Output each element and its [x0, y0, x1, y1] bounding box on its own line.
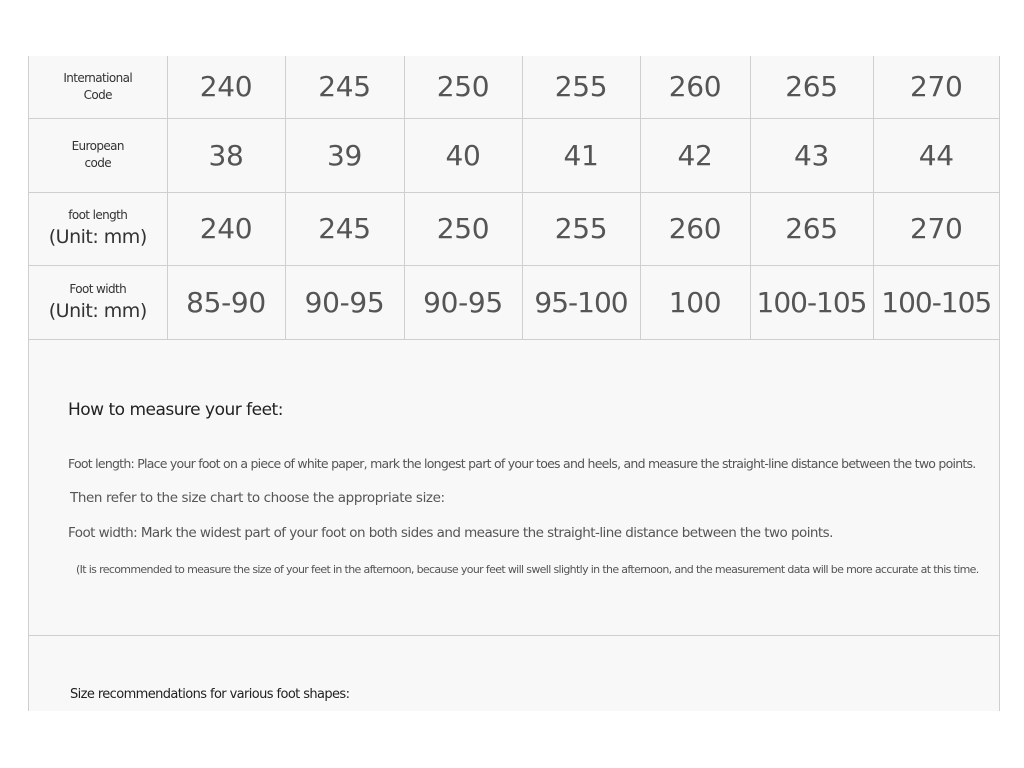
- size-chart-reference: Then refer to the size chart to choose the appropriate size:: [70, 490, 445, 506]
- table-cell: 43: [750, 118, 873, 192]
- size-guide-sheet: [28, 56, 1000, 711]
- row-header-line1: European: [71, 139, 124, 153]
- table-cell: 255: [522, 56, 640, 118]
- table-cell: 95-100: [522, 265, 640, 339]
- foot-length-row: [29, 192, 999, 265]
- table-cell: 44: [873, 118, 999, 192]
- section-divider: [29, 635, 999, 636]
- foot-length-instruction: Foot length: Place your foot on a piece of white paper, mark the longest part of your toes and heels, and measure the straight-line distance between the two points.: [68, 456, 976, 471]
- international-code-row: [29, 56, 999, 118]
- table-cell: 250: [404, 192, 522, 265]
- row-header-line1: Foot width: [69, 281, 127, 296]
- size-recommendations-heading: Size recommendations for various foot shapes:: [70, 687, 350, 702]
- table-cell: 265: [750, 56, 873, 118]
- row-header-foot-width: [29, 265, 167, 339]
- table-cell: 270: [873, 192, 999, 265]
- table-cell: 240: [167, 56, 285, 118]
- european-code-row: [29, 118, 999, 192]
- table-cell: 100-105: [750, 265, 873, 339]
- row-header-unit: (Unit: mm): [48, 226, 147, 248]
- table-cell: 100-105: [873, 265, 999, 339]
- foot-width-row: [29, 265, 999, 339]
- table-cell: 38: [167, 118, 285, 192]
- table-cell: 260: [640, 56, 750, 118]
- table-cell: 245: [285, 192, 404, 265]
- row-header-international-code: [29, 56, 167, 118]
- row-header-line2: code: [84, 156, 112, 170]
- row-header-unit: (Unit: mm): [48, 299, 147, 322]
- table-cell: 245: [285, 56, 404, 118]
- table-cell: 265: [750, 192, 873, 265]
- table-cell: 90-95: [285, 265, 404, 339]
- table-cell: 41: [522, 118, 640, 192]
- row-header-line2: Code: [83, 87, 112, 102]
- measure-heading: How to measure your feet:: [68, 400, 283, 420]
- row-header-european-code: [29, 118, 167, 192]
- row-header-line1: International: [63, 70, 133, 85]
- table-cell: 42: [640, 118, 750, 192]
- row-header-foot-length: [29, 192, 167, 265]
- table-cell: 100: [640, 265, 750, 339]
- measurement-note: (It is recommended to measure the size of your feet in the afternoon, because your feet will swell slightly in the afternoon, and the measurement data will be more accurate at this time.: [76, 563, 979, 576]
- foot-width-instruction: Foot width: Mark the widest part of your foot on both sides and measure the straight-line distance between the two points.: [68, 525, 833, 541]
- table-cell: 90-95: [404, 265, 522, 339]
- table-cell: 270: [873, 56, 999, 118]
- table-cell: 250: [404, 56, 522, 118]
- table-cell: 39: [285, 118, 404, 192]
- table-cell: 260: [640, 192, 750, 265]
- table-cell: 240: [167, 192, 285, 265]
- table-cell: 85-90: [167, 265, 285, 339]
- table-cell: 255: [522, 192, 640, 265]
- row-header-line1: foot length: [68, 208, 128, 222]
- table-cell: 40: [404, 118, 522, 192]
- size-chart-table: [29, 56, 999, 340]
